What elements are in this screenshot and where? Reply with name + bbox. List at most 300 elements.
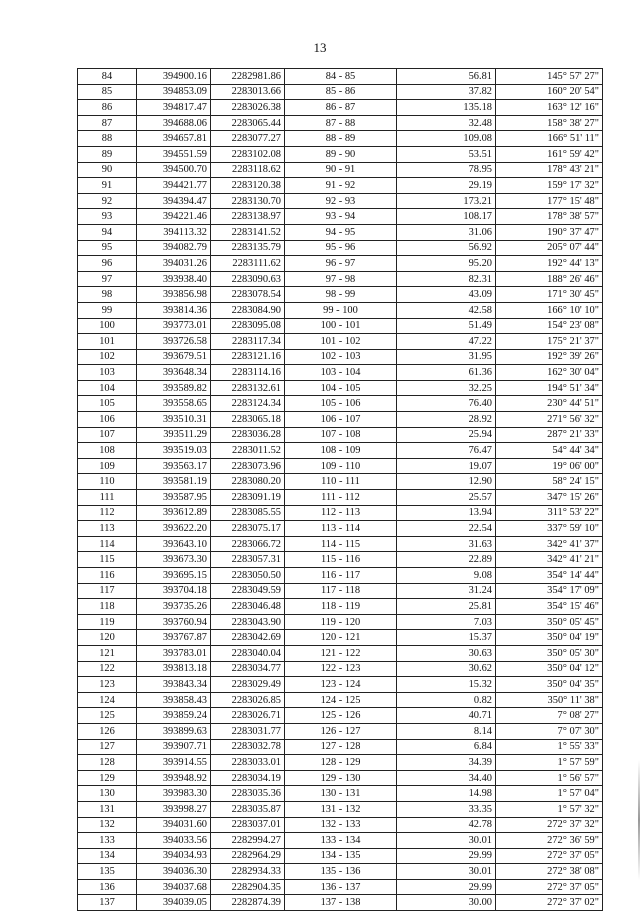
table-row xyxy=(78,318,603,334)
point-number-cell: 134 xyxy=(78,848,137,864)
x-coordinate-cell: 394421.77 xyxy=(137,178,211,194)
point-number-cell: 112 xyxy=(78,505,137,521)
x-coordinate-cell: 393938.40 xyxy=(137,271,211,287)
length-cell: 19.07 xyxy=(397,458,496,474)
point-number-cell: 87 xyxy=(78,115,137,131)
segment-cell: 102 - 103 xyxy=(285,349,397,365)
y-coordinate-cell: 2283036.28 xyxy=(211,427,285,443)
length-cell: 56.92 xyxy=(397,240,496,256)
bearing-cell: 1° 56' 57" xyxy=(496,770,603,786)
y-coordinate-cell: 2283091.19 xyxy=(211,490,285,506)
point-number-cell: 127 xyxy=(78,739,137,755)
segment-cell: 118 - 119 xyxy=(285,599,397,615)
point-number-cell: 92 xyxy=(78,193,137,209)
point-number-cell: 125 xyxy=(78,708,137,724)
x-coordinate-cell: 393587.95 xyxy=(137,490,211,506)
point-number-cell: 123 xyxy=(78,677,137,693)
x-coordinate-cell: 393907.71 xyxy=(137,739,211,755)
point-number-cell: 97 xyxy=(78,271,137,287)
segment-cell: 100 - 101 xyxy=(285,318,397,334)
segment-cell: 86 - 87 xyxy=(285,100,397,116)
length-cell: 31.95 xyxy=(397,349,496,365)
x-coordinate-cell: 393589.82 xyxy=(137,380,211,396)
bearing-cell: 350° 04' 19" xyxy=(496,630,603,646)
y-coordinate-cell: 2283124.34 xyxy=(211,396,285,412)
segment-cell: 90 - 91 xyxy=(285,162,397,178)
y-coordinate-cell: 2282934.33 xyxy=(211,864,285,880)
bearing-cell: 350° 05' 30" xyxy=(496,645,603,661)
bearing-cell: 192° 39' 26" xyxy=(496,349,603,365)
point-number-cell: 101 xyxy=(78,334,137,350)
bearing-cell: 311° 53' 22" xyxy=(496,505,603,521)
length-cell: 9.08 xyxy=(397,568,496,584)
segment-cell: 123 - 124 xyxy=(285,677,397,693)
x-coordinate-cell: 393998.27 xyxy=(137,801,211,817)
point-number-cell: 114 xyxy=(78,536,137,552)
segment-cell: 96 - 97 xyxy=(285,256,397,272)
segment-cell: 122 - 123 xyxy=(285,661,397,677)
point-number-cell: 89 xyxy=(78,146,137,162)
x-coordinate-cell: 394031.26 xyxy=(137,256,211,272)
point-number-cell: 109 xyxy=(78,458,137,474)
length-cell: 8.14 xyxy=(397,723,496,739)
x-coordinate-cell: 393858.43 xyxy=(137,692,211,708)
point-number-cell: 94 xyxy=(78,224,137,240)
x-coordinate-cell: 394688.06 xyxy=(137,115,211,131)
y-coordinate-cell: 2283042.69 xyxy=(211,630,285,646)
table-row xyxy=(78,427,603,443)
length-cell: 43.09 xyxy=(397,287,496,303)
y-coordinate-cell: 2282981.86 xyxy=(211,69,285,85)
point-number-cell: 130 xyxy=(78,786,137,802)
bearing-cell: 350° 04' 12" xyxy=(496,661,603,677)
table-row xyxy=(78,69,603,85)
x-coordinate-cell: 393510.31 xyxy=(137,412,211,428)
table-row xyxy=(78,645,603,661)
point-number-cell: 111 xyxy=(78,490,137,506)
bearing-cell: 145° 57' 27" xyxy=(496,69,603,85)
y-coordinate-cell: 2283057.31 xyxy=(211,552,285,568)
length-cell: 15.32 xyxy=(397,677,496,693)
point-number-cell: 126 xyxy=(78,723,137,739)
y-coordinate-cell: 2283040.04 xyxy=(211,645,285,661)
segment-cell: 111 - 112 xyxy=(285,490,397,506)
y-coordinate-cell: 2283029.49 xyxy=(211,677,285,693)
x-coordinate-cell: 393859.24 xyxy=(137,708,211,724)
y-coordinate-cell: 2283090.63 xyxy=(211,271,285,287)
table-row xyxy=(78,162,603,178)
bearing-cell: 163° 12' 16" xyxy=(496,100,603,116)
table-row xyxy=(78,396,603,412)
table-row xyxy=(78,770,603,786)
table-row xyxy=(78,100,603,116)
segment-cell: 133 - 134 xyxy=(285,833,397,849)
bearing-cell: 350° 05' 45" xyxy=(496,614,603,630)
segment-cell: 134 - 135 xyxy=(285,848,397,864)
coordinates-table-body xyxy=(78,69,603,911)
y-coordinate-cell: 2283037.01 xyxy=(211,817,285,833)
y-coordinate-cell: 2283066.72 xyxy=(211,536,285,552)
segment-cell: 136 - 137 xyxy=(285,879,397,895)
x-coordinate-cell: 393813.18 xyxy=(137,661,211,677)
x-coordinate-cell: 393948.92 xyxy=(137,770,211,786)
table-row xyxy=(78,412,603,428)
segment-cell: 112 - 113 xyxy=(285,505,397,521)
y-coordinate-cell: 2283114.16 xyxy=(211,365,285,381)
length-cell: 30.01 xyxy=(397,864,496,880)
length-cell: 95.20 xyxy=(397,256,496,272)
bearing-cell: 1° 55' 33" xyxy=(496,739,603,755)
y-coordinate-cell: 2283065.18 xyxy=(211,412,285,428)
x-coordinate-cell: 393773.01 xyxy=(137,318,211,334)
table-row xyxy=(78,895,603,911)
bearing-cell: 337° 59' 10" xyxy=(496,521,603,537)
segment-cell: 105 - 106 xyxy=(285,396,397,412)
table-row xyxy=(78,833,603,849)
length-cell: 34.39 xyxy=(397,755,496,771)
point-number-cell: 95 xyxy=(78,240,137,256)
y-coordinate-cell: 2283035.36 xyxy=(211,786,285,802)
y-coordinate-cell: 2283075.17 xyxy=(211,521,285,537)
bearing-cell: 190° 37' 47" xyxy=(496,224,603,240)
x-coordinate-cell: 393735.26 xyxy=(137,599,211,615)
bearing-cell: 354° 15' 46" xyxy=(496,599,603,615)
table-row xyxy=(78,552,603,568)
y-coordinate-cell: 2283032.78 xyxy=(211,739,285,755)
point-number-cell: 103 xyxy=(78,365,137,381)
segment-cell: 94 - 95 xyxy=(285,224,397,240)
length-cell: 78.95 xyxy=(397,162,496,178)
y-coordinate-cell: 2283050.50 xyxy=(211,568,285,584)
table-row xyxy=(78,521,603,537)
bearing-cell: 272° 36' 59" xyxy=(496,833,603,849)
point-number-cell: 133 xyxy=(78,833,137,849)
segment-cell: 106 - 107 xyxy=(285,412,397,428)
length-cell: 30.00 xyxy=(397,895,496,911)
segment-cell: 84 - 85 xyxy=(285,69,397,85)
y-coordinate-cell: 2283085.55 xyxy=(211,505,285,521)
table-row xyxy=(78,801,603,817)
bearing-cell: 271° 56' 32" xyxy=(496,412,603,428)
bearing-cell: 354° 14' 44" xyxy=(496,568,603,584)
length-cell: 29.99 xyxy=(397,879,496,895)
y-coordinate-cell: 2283077.27 xyxy=(211,131,285,147)
point-number-cell: 121 xyxy=(78,645,137,661)
point-number-cell: 108 xyxy=(78,443,137,459)
table-row xyxy=(78,115,603,131)
length-cell: 33.35 xyxy=(397,801,496,817)
y-coordinate-cell: 2283026.71 xyxy=(211,708,285,724)
segment-cell: 131 - 132 xyxy=(285,801,397,817)
table-row xyxy=(78,786,603,802)
table-row xyxy=(78,536,603,552)
segment-cell: 128 - 129 xyxy=(285,755,397,771)
bearing-cell: 1° 57' 59" xyxy=(496,755,603,771)
x-coordinate-cell: 393767.87 xyxy=(137,630,211,646)
point-number-cell: 116 xyxy=(78,568,137,584)
table-row xyxy=(78,458,603,474)
y-coordinate-cell: 2283138.97 xyxy=(211,209,285,225)
x-coordinate-cell: 394033.56 xyxy=(137,833,211,849)
length-cell: 82.31 xyxy=(397,271,496,287)
length-cell: 13.94 xyxy=(397,505,496,521)
y-coordinate-cell: 2283135.79 xyxy=(211,240,285,256)
table-row xyxy=(78,692,603,708)
segment-cell: 114 - 115 xyxy=(285,536,397,552)
point-number-cell: 98 xyxy=(78,287,137,303)
table-row xyxy=(78,131,603,147)
table-row xyxy=(78,349,603,365)
x-coordinate-cell: 393814.36 xyxy=(137,302,211,318)
table-row xyxy=(78,443,603,459)
table-row xyxy=(78,193,603,209)
point-number-cell: 102 xyxy=(78,349,137,365)
bearing-cell: 175° 21' 37" xyxy=(496,334,603,350)
segment-cell: 137 - 138 xyxy=(285,895,397,911)
x-coordinate-cell: 393622.20 xyxy=(137,521,211,537)
bearing-cell: 54° 44' 34" xyxy=(496,443,603,459)
x-coordinate-cell: 393679.51 xyxy=(137,349,211,365)
y-coordinate-cell: 2283031.77 xyxy=(211,723,285,739)
length-cell: 28.92 xyxy=(397,412,496,428)
page-number: 13 xyxy=(313,40,327,55)
segment-cell: 88 - 89 xyxy=(285,131,397,147)
length-cell: 51.49 xyxy=(397,318,496,334)
table-row xyxy=(78,380,603,396)
x-coordinate-cell: 393704.18 xyxy=(137,583,211,599)
y-coordinate-cell: 2283132.61 xyxy=(211,380,285,396)
length-cell: 31.24 xyxy=(397,583,496,599)
point-number-cell: 137 xyxy=(78,895,137,911)
segment-cell: 116 - 117 xyxy=(285,568,397,584)
segment-cell: 97 - 98 xyxy=(285,271,397,287)
segment-cell: 103 - 104 xyxy=(285,365,397,381)
point-number-cell: 93 xyxy=(78,209,137,225)
x-coordinate-cell: 393519.03 xyxy=(137,443,211,459)
y-coordinate-cell: 2283013.66 xyxy=(211,84,285,100)
bearing-cell: 350° 04' 35" xyxy=(496,677,603,693)
y-coordinate-cell: 2283111.62 xyxy=(211,256,285,272)
y-coordinate-cell: 2282904.35 xyxy=(211,879,285,895)
table-row xyxy=(78,879,603,895)
bearing-cell: 162° 30' 04" xyxy=(496,365,603,381)
point-number-cell: 85 xyxy=(78,84,137,100)
y-coordinate-cell: 2282874.39 xyxy=(211,895,285,911)
y-coordinate-cell: 2283120.38 xyxy=(211,178,285,194)
bearing-cell: 159° 17' 32" xyxy=(496,178,603,194)
segment-cell: 135 - 136 xyxy=(285,864,397,880)
point-number-cell: 84 xyxy=(78,69,137,85)
length-cell: 34.40 xyxy=(397,770,496,786)
bearing-cell: 19° 06' 00" xyxy=(496,458,603,474)
bearing-cell: 272° 38' 08" xyxy=(496,864,603,880)
length-cell: 42.58 xyxy=(397,302,496,318)
length-cell: 22.54 xyxy=(397,521,496,537)
point-number-cell: 124 xyxy=(78,692,137,708)
table-row xyxy=(78,677,603,693)
bearing-cell: 347° 15' 26" xyxy=(496,490,603,506)
bearing-cell: 158° 38' 27" xyxy=(496,115,603,131)
y-coordinate-cell: 2283046.48 xyxy=(211,599,285,615)
x-coordinate-cell: 394551.59 xyxy=(137,146,211,162)
length-cell: 25.94 xyxy=(397,427,496,443)
length-cell: 76.40 xyxy=(397,396,496,412)
length-cell: 37.82 xyxy=(397,84,496,100)
x-coordinate-cell: 393695.15 xyxy=(137,568,211,584)
x-coordinate-cell: 394031.60 xyxy=(137,817,211,833)
y-coordinate-cell: 2283080.20 xyxy=(211,474,285,490)
bearing-cell: 342° 41' 21" xyxy=(496,552,603,568)
x-coordinate-cell: 394394.47 xyxy=(137,193,211,209)
segment-cell: 129 - 130 xyxy=(285,770,397,786)
bearing-cell: 178° 43' 21" xyxy=(496,162,603,178)
length-cell: 15.37 xyxy=(397,630,496,646)
length-cell: 29.19 xyxy=(397,178,496,194)
bearing-cell: 354° 17' 09" xyxy=(496,583,603,599)
bearing-cell: 230° 44' 51" xyxy=(496,396,603,412)
segment-cell: 87 - 88 xyxy=(285,115,397,131)
point-number-cell: 129 xyxy=(78,770,137,786)
y-coordinate-cell: 2283118.62 xyxy=(211,162,285,178)
y-coordinate-cell: 2282964.29 xyxy=(211,848,285,864)
y-coordinate-cell: 2283011.52 xyxy=(211,443,285,459)
length-cell: 6.84 xyxy=(397,739,496,755)
bearing-cell: 178° 38' 57" xyxy=(496,209,603,225)
table-row xyxy=(78,334,603,350)
length-cell: 29.99 xyxy=(397,848,496,864)
bearing-cell: 188° 26' 46" xyxy=(496,271,603,287)
segment-cell: 127 - 128 xyxy=(285,739,397,755)
segment-cell: 110 - 111 xyxy=(285,474,397,490)
table-row xyxy=(78,568,603,584)
x-coordinate-cell: 394037.68 xyxy=(137,879,211,895)
point-number-cell: 107 xyxy=(78,427,137,443)
x-coordinate-cell: 394036.30 xyxy=(137,864,211,880)
length-cell: 56.81 xyxy=(397,69,496,85)
x-coordinate-cell: 393581.19 xyxy=(137,474,211,490)
bearing-cell: 161° 59' 42" xyxy=(496,146,603,162)
x-coordinate-cell: 394853.09 xyxy=(137,84,211,100)
x-coordinate-cell: 393843.34 xyxy=(137,677,211,693)
point-number-cell: 88 xyxy=(78,131,137,147)
length-cell: 30.63 xyxy=(397,645,496,661)
bearing-cell: 272° 37' 05" xyxy=(496,879,603,895)
table-row xyxy=(78,599,603,615)
x-coordinate-cell: 394900.16 xyxy=(137,69,211,85)
segment-cell: 132 - 133 xyxy=(285,817,397,833)
point-number-cell: 132 xyxy=(78,817,137,833)
segment-cell: 117 - 118 xyxy=(285,583,397,599)
point-number-cell: 115 xyxy=(78,552,137,568)
segment-cell: 125 - 126 xyxy=(285,708,397,724)
x-coordinate-cell: 394817.47 xyxy=(137,100,211,116)
bearing-cell: 1° 57' 04" xyxy=(496,786,603,802)
x-coordinate-cell: 393558.65 xyxy=(137,396,211,412)
y-coordinate-cell: 2283078.54 xyxy=(211,287,285,303)
table-row xyxy=(78,708,603,724)
segment-cell: 121 - 122 xyxy=(285,645,397,661)
bearing-cell: 1° 57' 32" xyxy=(496,801,603,817)
table-row xyxy=(78,271,603,287)
length-cell: 53.51 xyxy=(397,146,496,162)
y-coordinate-cell: 2283026.85 xyxy=(211,692,285,708)
bearing-cell: 166° 51' 11" xyxy=(496,131,603,147)
x-coordinate-cell: 393856.98 xyxy=(137,287,211,303)
y-coordinate-cell: 2283034.19 xyxy=(211,770,285,786)
y-coordinate-cell: 2283034.77 xyxy=(211,661,285,677)
y-coordinate-cell: 2283130.70 xyxy=(211,193,285,209)
segment-cell: 91 - 92 xyxy=(285,178,397,194)
segment-cell: 126 - 127 xyxy=(285,723,397,739)
segment-cell: 130 - 131 xyxy=(285,786,397,802)
y-coordinate-cell: 2283117.34 xyxy=(211,334,285,350)
y-coordinate-cell: 2283084.90 xyxy=(211,302,285,318)
length-cell: 47.22 xyxy=(397,334,496,350)
table-row xyxy=(78,490,603,506)
x-coordinate-cell: 393563.17 xyxy=(137,458,211,474)
segment-cell: 99 - 100 xyxy=(285,302,397,318)
point-number-cell: 131 xyxy=(78,801,137,817)
y-coordinate-cell: 2283073.96 xyxy=(211,458,285,474)
segment-cell: 92 - 93 xyxy=(285,193,397,209)
length-cell: 30.62 xyxy=(397,661,496,677)
coordinates-table xyxy=(77,68,603,911)
point-number-cell: 119 xyxy=(78,614,137,630)
table-row xyxy=(78,146,603,162)
point-number-cell: 135 xyxy=(78,864,137,880)
x-coordinate-cell: 393983.30 xyxy=(137,786,211,802)
table-row xyxy=(78,661,603,677)
table-row xyxy=(78,474,603,490)
bearing-cell: 171° 30' 45" xyxy=(496,287,603,303)
length-cell: 135.18 xyxy=(397,100,496,116)
y-coordinate-cell: 2283121.16 xyxy=(211,349,285,365)
point-number-cell: 136 xyxy=(78,879,137,895)
length-cell: 31.63 xyxy=(397,536,496,552)
table-row xyxy=(78,209,603,225)
length-cell: 42.78 xyxy=(397,817,496,833)
table-row xyxy=(78,583,603,599)
table-row xyxy=(78,864,603,880)
y-coordinate-cell: 2283049.59 xyxy=(211,583,285,599)
x-coordinate-cell: 393643.10 xyxy=(137,536,211,552)
segment-cell: 89 - 90 xyxy=(285,146,397,162)
length-cell: 108.17 xyxy=(397,209,496,225)
point-number-cell: 120 xyxy=(78,630,137,646)
segment-cell: 104 - 105 xyxy=(285,380,397,396)
length-cell: 76.47 xyxy=(397,443,496,459)
point-number-cell: 86 xyxy=(78,100,137,116)
y-coordinate-cell: 2283095.08 xyxy=(211,318,285,334)
point-number-cell: 106 xyxy=(78,412,137,428)
table-row xyxy=(78,256,603,272)
point-number-cell: 90 xyxy=(78,162,137,178)
segment-cell: 108 - 109 xyxy=(285,443,397,459)
table-row xyxy=(78,178,603,194)
x-coordinate-cell: 394082.79 xyxy=(137,240,211,256)
length-cell: 22.89 xyxy=(397,552,496,568)
segment-cell: 119 - 120 xyxy=(285,614,397,630)
segment-cell: 98 - 99 xyxy=(285,287,397,303)
x-coordinate-cell: 393648.34 xyxy=(137,365,211,381)
segment-cell: 120 - 121 xyxy=(285,630,397,646)
x-coordinate-cell: 393511.29 xyxy=(137,427,211,443)
point-number-cell: 128 xyxy=(78,755,137,771)
y-coordinate-cell: 2283033.01 xyxy=(211,755,285,771)
point-number-cell: 113 xyxy=(78,521,137,537)
x-coordinate-cell: 394113.32 xyxy=(137,224,211,240)
table-row xyxy=(78,614,603,630)
